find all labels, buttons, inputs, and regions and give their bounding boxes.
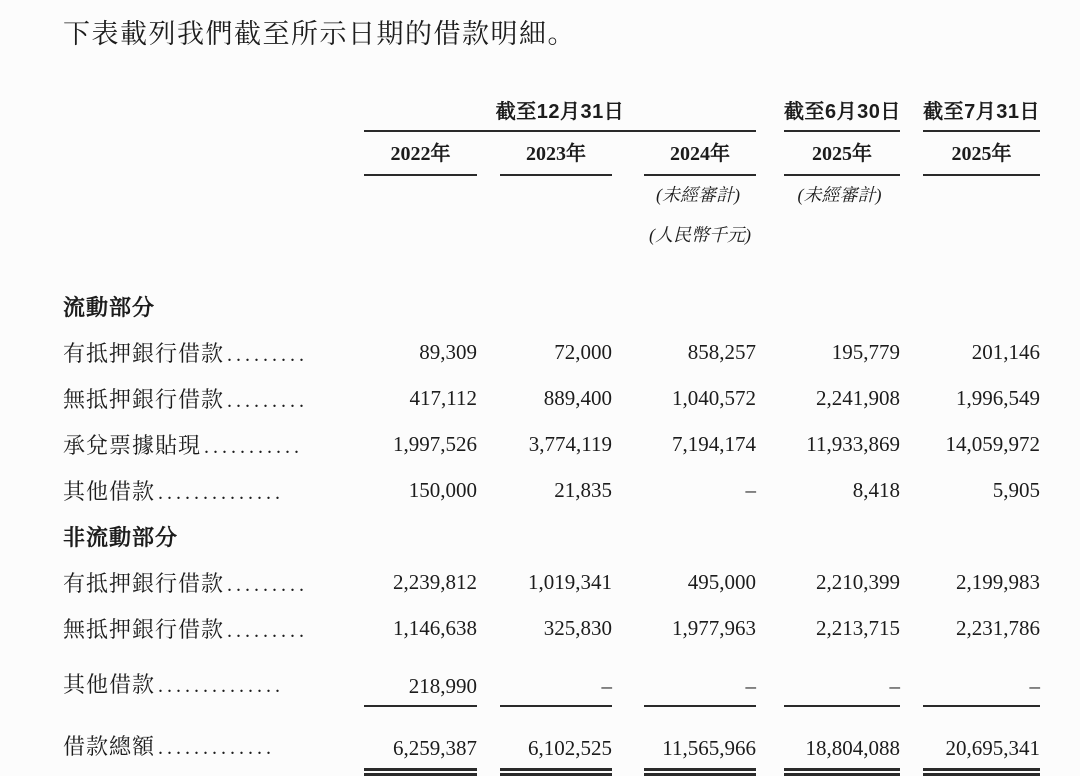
year-label-2024: 2024年 (644, 137, 756, 176)
value-cell: 417,112 (409, 385, 477, 410)
section-title: 流動部分 (63, 294, 156, 320)
year-label-2023: 2023年 (500, 137, 612, 176)
value-cell: 495,000 (687, 569, 757, 594)
leader-dots: ........... (204, 435, 304, 458)
total-value-cell: 6,102,525 (500, 736, 612, 776)
value-cell: – (923, 674, 1040, 707)
table-row (63, 375, 1040, 421)
intro-text: 下表載列我們截至所示日期的借款明細。 (63, 19, 576, 49)
value-cell: 3,774,119 (528, 431, 612, 456)
section-row-non-current (63, 513, 1040, 559)
currency-unit-note: (人民幣千元) (649, 225, 751, 245)
section-row-current (63, 283, 1040, 329)
header-group-row (63, 88, 1040, 132)
value-cell: 1,019,341 (528, 569, 612, 594)
value-cell: 5,905 (992, 477, 1041, 502)
leader-dots: ......... (227, 619, 309, 642)
year-label-2022: 2022年 (364, 137, 477, 176)
value-cell: 11,933,869 (806, 431, 901, 456)
total-value-cell: 6,259,387 (364, 736, 477, 776)
row-label: 有抵押銀行借款 (63, 340, 225, 366)
value-cell: 325,830 (543, 615, 612, 640)
header-unit-row (63, 213, 1040, 253)
value-cell: – (784, 674, 900, 707)
row-label: 無抵押銀行借款 (63, 386, 225, 412)
year-label-2025-jul: 2025年 (923, 137, 1040, 176)
header-unaudited-row (63, 176, 1040, 213)
value-cell: 21,835 (554, 477, 612, 502)
table-row (63, 559, 1040, 605)
section-title: 非流動部分 (63, 524, 179, 550)
table-row (63, 467, 1040, 513)
value-cell: – (644, 674, 756, 707)
value-cell: 2,239,812 (393, 569, 477, 594)
total-value-cell: 20,695,341 (923, 736, 1040, 776)
table-row (63, 605, 1040, 651)
total-value-cell: 18,804,088 (784, 736, 900, 776)
header-group-jun30: 截至6月30日 (784, 95, 900, 132)
value-cell: 2,199,983 (956, 569, 1041, 594)
value-cell: 89,309 (419, 339, 477, 364)
value-cell: 150,000 (408, 477, 477, 502)
row-label: 借款總額 (63, 734, 156, 759)
value-cell: 889,400 (543, 385, 612, 410)
header-group-dec31: 截至12月31日 (364, 95, 756, 132)
value-cell: 2,231,786 (956, 615, 1041, 640)
value-cell: 72,000 (554, 339, 612, 364)
value-cell: 7,194,174 (672, 431, 757, 456)
total-row (63, 707, 1040, 776)
value-cell: 1,996,549 (956, 385, 1041, 410)
table-row (63, 329, 1040, 375)
row-label: 承兌票據貼現 (63, 432, 202, 458)
borrowings-table (63, 88, 1040, 776)
value-cell: 1,040,572 (672, 385, 757, 410)
leader-dots: .............. (158, 481, 285, 504)
row-label: 無抵押銀行借款 (63, 616, 225, 642)
value-cell: 1,146,638 (393, 615, 477, 640)
row-label: 其他借款 (63, 478, 156, 504)
value-cell: 8,418 (852, 477, 901, 502)
leader-dots: ......... (227, 389, 309, 412)
value-cell: 858,257 (687, 339, 757, 364)
header-group-jul31: 截至7月31日 (923, 95, 1040, 132)
leader-dots: ......... (227, 343, 309, 366)
value-cell: 1,997,526 (393, 431, 477, 456)
unaudited-note: (未經審計) (656, 185, 740, 205)
total-value-cell: 11,565,966 (644, 736, 756, 776)
value-cell: 195,779 (831, 339, 901, 364)
value-cell: 1,977,963 (672, 615, 757, 640)
row-label: 其他借款 (63, 672, 156, 697)
header-years-row (63, 132, 1040, 176)
year-label-2025-jun: 2025年 (784, 137, 900, 176)
row-label: 有抵押銀行借款 (63, 570, 225, 596)
value-cell: – (745, 477, 757, 502)
value-cell: 201,146 (971, 339, 1041, 364)
spacer-row (63, 253, 1040, 283)
value-cell: 2,241,908 (816, 385, 901, 410)
leader-dots: ......... (227, 573, 309, 596)
value-cell: 218,990 (364, 674, 477, 707)
table-row (63, 421, 1040, 467)
leader-dots: .............. (158, 675, 285, 697)
table-row (63, 651, 1040, 707)
value-cell: 2,213,715 (816, 615, 901, 640)
value-cell: – (500, 674, 612, 707)
leader-dots: ............. (158, 737, 276, 759)
value-cell: 2,210,399 (816, 569, 901, 594)
unaudited-note: (未經審計) (797, 185, 882, 205)
value-cell: 14,059,972 (945, 431, 1041, 456)
